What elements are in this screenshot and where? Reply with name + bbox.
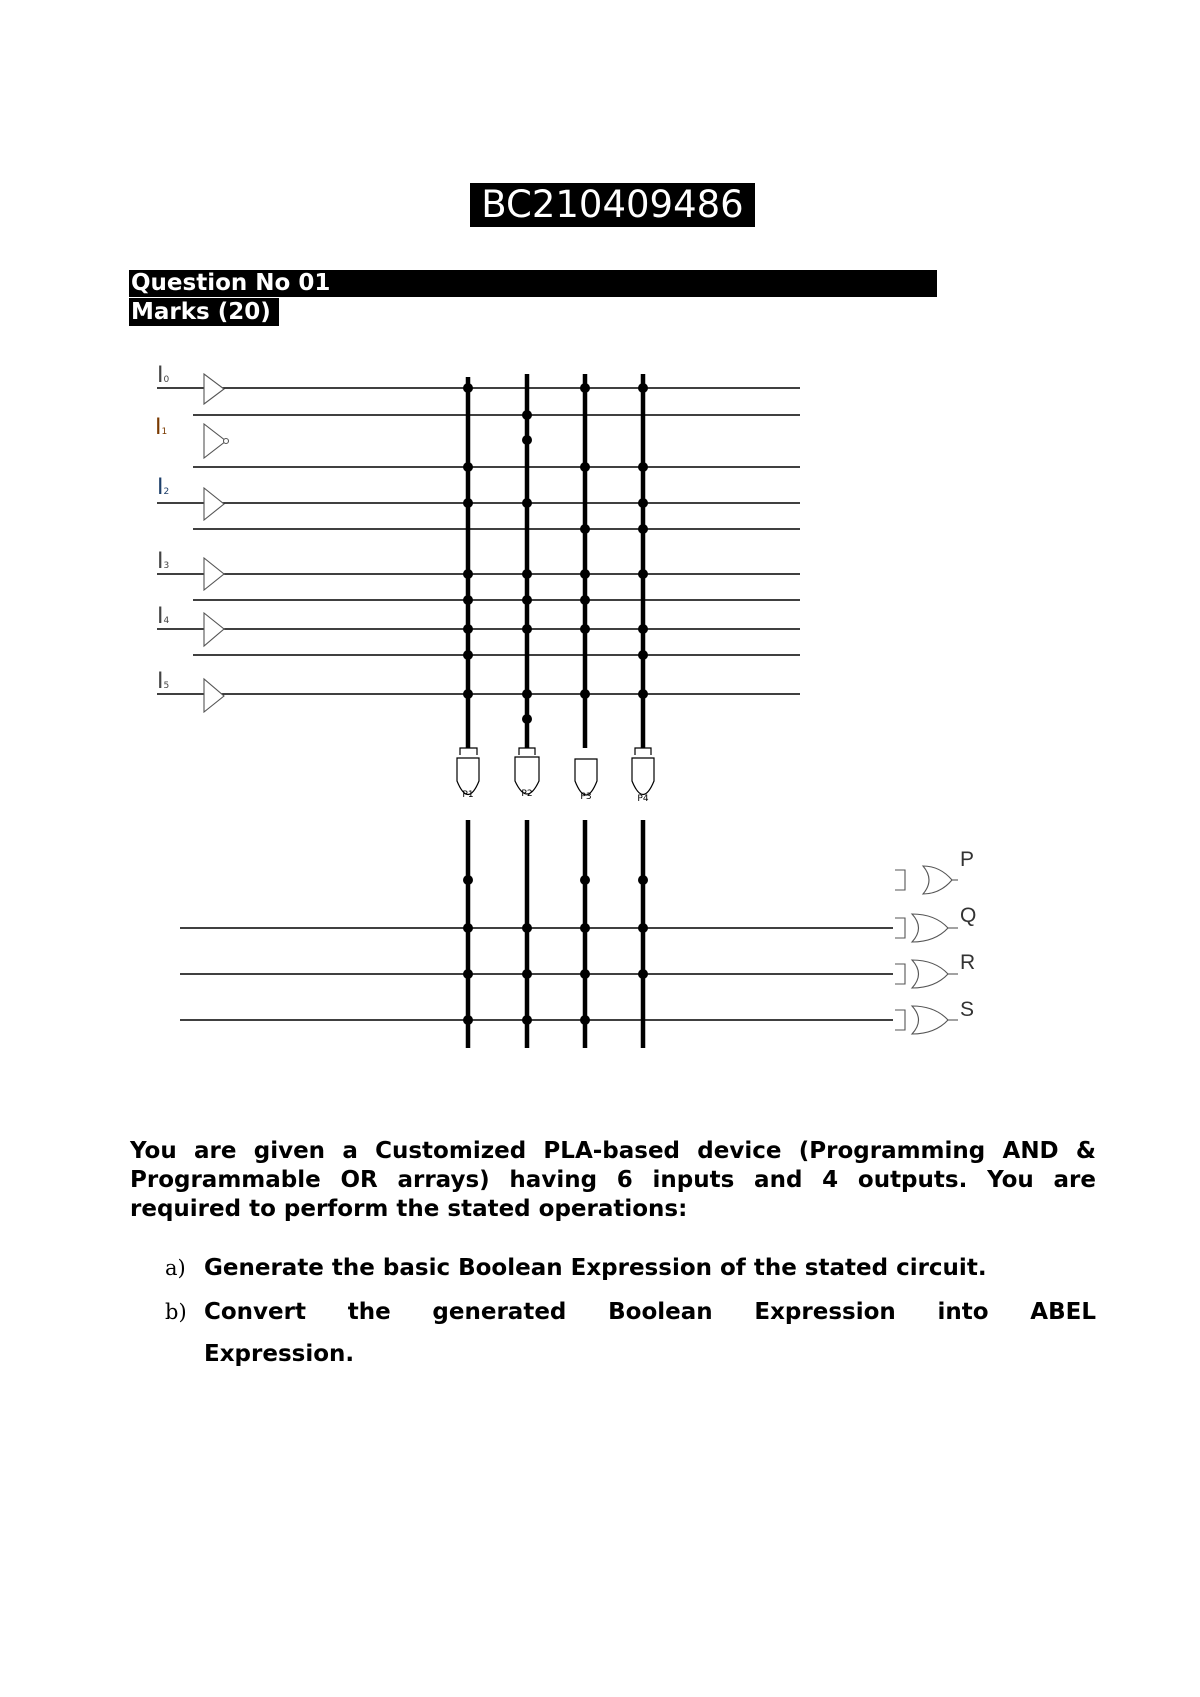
- output-label-s: S: [960, 998, 975, 1021]
- student-id: BC210409486: [470, 183, 755, 227]
- or-gates: [895, 866, 958, 1034]
- buffer-i2-icon: [204, 488, 224, 520]
- question-number: Question No 01: [129, 270, 937, 297]
- buffer-i0-icon: [204, 374, 224, 404]
- svg-text:P2: P2: [521, 789, 533, 799]
- or-array-connections: [463, 875, 648, 1025]
- svg-text:P4: P4: [637, 794, 649, 804]
- question-intro: You are given a Customized PLA-based device (Programming AND & Programmable OR arrays) having 6 inputs and 4 outputs. You are required to perform the stated operations:: [130, 1138, 1096, 1222]
- and-array-connections: [463, 383, 648, 724]
- marks-label: Marks (20): [129, 298, 279, 326]
- task-a: [165, 1247, 1096, 1289]
- and-gate-p3: [575, 759, 597, 802]
- task-b-text-continued: Expression.: [204, 1341, 355, 1367]
- and-array-columns: [468, 374, 643, 1048]
- inverter-i1-icon: [204, 424, 226, 458]
- output-label-p: P: [960, 848, 975, 871]
- task-a-marker: a): [165, 1256, 186, 1280]
- svg-text:P3: P3: [580, 792, 592, 802]
- input-label-i5: I5: [157, 669, 170, 694]
- input-label-i3: I3: [157, 549, 170, 574]
- input-buffers: [204, 374, 229, 712]
- input-label-i1: I1: [155, 415, 168, 440]
- buffer-i4-icon: [204, 613, 224, 646]
- and-gate-p4: [632, 748, 654, 804]
- task-b-text: Convert the generated Boolean Expression into ABEL: [204, 1299, 1096, 1325]
- or-gate-q-icon: [895, 914, 958, 942]
- and-gates: [457, 748, 654, 804]
- buffer-i3-icon: [204, 558, 224, 590]
- and-gate-p1: [457, 748, 479, 800]
- or-gate-p-icon: [895, 866, 958, 894]
- and-gate-p2: [515, 748, 539, 799]
- input-label-i0: I0: [157, 363, 170, 388]
- task-b-marker: b): [165, 1300, 187, 1324]
- or-gate-r-icon: [895, 960, 958, 988]
- or-gate-s-icon: [895, 1006, 958, 1034]
- input-label-i4: I4: [157, 604, 170, 629]
- svg-text:P1: P1: [462, 790, 474, 800]
- output-label-q: Q: [960, 904, 977, 927]
- output-label-r: R: [960, 951, 976, 974]
- buffer-i5-icon: [204, 679, 224, 712]
- input-label-i2: I2: [157, 475, 170, 500]
- task-b: [165, 1291, 1096, 1375]
- task-a-text: Generate the basic Boolean Expression of the stated circuit.: [204, 1255, 987, 1281]
